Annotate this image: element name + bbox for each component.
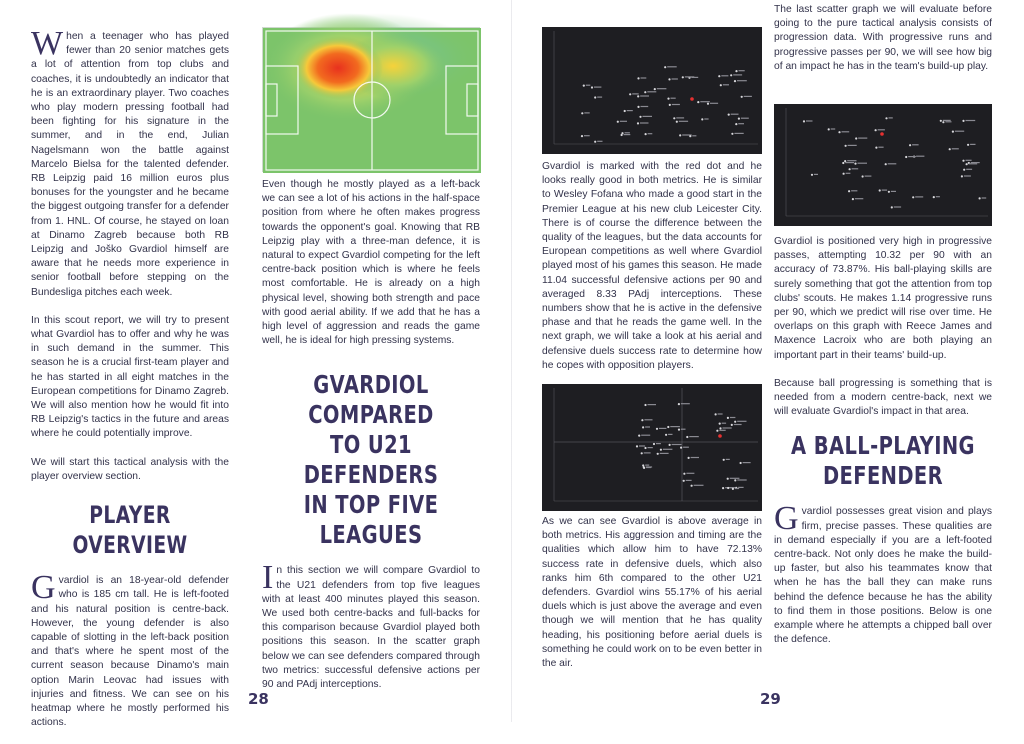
scatter-point [875, 147, 877, 149]
point-label [700, 101, 710, 102]
point-label [912, 144, 919, 145]
point-label [738, 487, 743, 488]
point-label [969, 163, 978, 164]
scatter-chart-duels [542, 384, 762, 511]
point-label [733, 74, 742, 75]
point-label [831, 128, 836, 129]
heading-line: TO U21 DEFENDERS [303, 430, 439, 490]
point-label [656, 443, 661, 444]
scatter-point [734, 479, 736, 481]
scatter-point [643, 466, 645, 468]
section-heading-comparison [267, 370, 474, 550]
scatter-point [719, 427, 721, 429]
point-label [723, 84, 729, 85]
highlighted-player-dot [718, 434, 722, 438]
point-label [668, 434, 672, 435]
scatter-point [673, 117, 675, 119]
scatter-point [966, 163, 968, 165]
scatter-point [715, 413, 717, 415]
point-label [594, 87, 601, 88]
point-label [689, 436, 699, 437]
scatter-point [803, 120, 805, 122]
scatter-point [639, 116, 641, 118]
point-label [625, 132, 630, 133]
scatter-point [642, 426, 644, 428]
point-label [686, 480, 692, 481]
scatter-point [885, 163, 887, 165]
paragraph: The last scatter graph we will evaluate before going to the pure tactical analysis consists of progression data. With progressive runs and progressive passes per 90, we will see how big of an impact he has in the team's build-up play. [774, 4, 992, 72]
point-label [737, 479, 746, 480]
scatter-point [862, 175, 864, 177]
point-label [806, 120, 813, 121]
point-label [878, 129, 885, 130]
point-label [846, 173, 851, 174]
point-label [657, 88, 667, 89]
scatter-point [811, 174, 813, 176]
point-label [643, 116, 653, 117]
scatter-point [845, 145, 847, 147]
scatter-point [680, 447, 682, 449]
point-label [670, 426, 680, 427]
point-label [982, 197, 987, 198]
heading-line: GVARDIOL COMPARED [308, 370, 434, 430]
point-label [681, 403, 690, 404]
point-label [692, 135, 696, 136]
drop-cap: I [262, 559, 274, 597]
scatter-point [854, 163, 856, 165]
point-label [845, 162, 854, 163]
point-label [672, 104, 680, 105]
scatter-point [638, 435, 640, 437]
scatter-point [636, 445, 638, 447]
scatter-chart-progression [774, 104, 992, 226]
point-label [644, 452, 651, 453]
scatter-point [637, 77, 639, 79]
point-label [741, 118, 749, 119]
scatter-point [644, 404, 646, 406]
point-label [878, 147, 883, 148]
point-label [672, 444, 682, 445]
scatter-point [962, 120, 964, 122]
scatter-chart-defensive-actions [542, 27, 762, 154]
point-label [916, 156, 924, 157]
scatter-point [678, 403, 680, 405]
scatter-point [740, 462, 742, 464]
point-label [659, 428, 666, 429]
scatter-point [888, 191, 890, 193]
chart-axes [554, 31, 758, 144]
scatter-point [637, 106, 639, 108]
point-label [676, 117, 684, 118]
paragraph: We will start this tactical analysis with the player overview section. [31, 456, 229, 482]
point-label [814, 174, 818, 175]
point-label [842, 131, 850, 132]
scatter-point [735, 123, 737, 125]
point-label [943, 120, 951, 121]
paragraph [262, 559, 480, 692]
page-number: 29 [760, 690, 781, 708]
page-number: 28 [248, 690, 269, 708]
heading-line: IN TOP FIVE LEAGUES [303, 490, 439, 550]
scatter-point [689, 135, 691, 137]
scatter-point [875, 129, 877, 131]
scatter-point [644, 91, 646, 93]
paragraph-text: n this section we will compare Gvardiol to the U21 defenders from top five leagues with at least 400 minutes played this season. We used both centre-backs and full-backs for this comparison because Gvardiol played both positions this season. In the scatter graph below we can see defenders compared through two metrics: successful defensive actions per 90 and PAdj interceptions. [262, 565, 480, 691]
point-label [915, 196, 923, 197]
scatter-point [722, 487, 724, 489]
paragraph [31, 569, 229, 730]
right-column-2 [774, 3, 992, 80]
scatter-point [732, 488, 734, 490]
point-label [851, 190, 857, 191]
scatter-point [738, 118, 740, 120]
scatter-point [949, 148, 951, 150]
section-heading-player-overview: PLAYER OVERVIEW [72, 501, 188, 560]
point-label [641, 435, 650, 436]
scatter-point [676, 121, 678, 123]
drop-cap: G [774, 500, 799, 538]
point-label [639, 445, 645, 446]
point-label [641, 77, 647, 78]
scatter-point [644, 447, 646, 449]
point-label [734, 133, 743, 134]
scatter-point [848, 190, 850, 192]
scatter-point [852, 198, 854, 200]
point-label [694, 485, 704, 486]
scatter-point [885, 117, 887, 119]
scatter-point [645, 133, 647, 135]
point-label [691, 457, 699, 458]
paragraph-text: hen a teenager who has played fewer than 20 senior matches gets a lot of attention from top clubs and coaches, it is undoubtedly an indicator that he is an extraordinary player. Two coaches who play modern pressing football had been fighting for his signature in the summer, and in the end, Julian Nagelsmann won the battle against Marcelo Bielsa for the talented defender. RB Leipzig paid 16 million euros plus bonuses for the youngster and he became the biggest outgoing transfer for a defender from 1. HNL. Of course, he stayed on loan at Dinamo Zagreb because both RB Leipzig and Joško Gvardiol himself are aware that he needs more experience in senior football before stepping on the Bundesliga pitches each week. [31, 31, 229, 298]
point-label [646, 466, 652, 467]
paragraph-text: vardiol is an 18-year-old defender who is 185 cm tall. He is left-footed and his natural position is centre-back. However, the young defender is also capable of slotting in the left-back position and that's where he spent most of the current season because Dinamo's main option Marin Leovac had issues with injuries and fitness. We can see on his heatmap where he mostly performed his actions. [31, 575, 229, 729]
point-label [966, 160, 972, 161]
point-label [730, 417, 736, 418]
paragraph: Gvardiol is positioned very high in progressive passes, attempting 10.32 per 90 with an accuracy of 73.87%. His ball-playing skills are surely something that got the attention from top clubs' scouts. He makes 1.14 progressive runs per 90, which we predict will rise over time. He overlaps on this graph with Reece James and Maxence Lacroix who are both playing an important part in their teams' build-up. [774, 236, 992, 361]
scatter-point [730, 74, 732, 76]
scatter-point [952, 131, 954, 133]
point-label [686, 473, 694, 474]
point-label [647, 91, 656, 92]
scatter-point [667, 98, 669, 100]
point-label [667, 66, 677, 67]
scatter-point [664, 66, 666, 68]
scatter-point [718, 75, 720, 77]
scatter-point [940, 120, 942, 122]
scatter-point [688, 457, 690, 459]
paragraph: Even though he mostly played as a left-back we can see a lot of his actions in the half-space position from where he often makes progress towards the opponent's goal. Knowing that RB Leipzig play with a three-man defence, it is natural to expect Gvardiol competing for the left centre-back position which is where he feels most comfortable. He is already on a high physical level, showing both strength and pace with good aerial ability. If we add that he has a high level of aggression and reads the game well, he is ideal for high pressing systems. [262, 179, 480, 347]
heading-line: DEFENDER [822, 461, 944, 491]
scatter-point [963, 169, 965, 171]
highlighted-player-dot [690, 97, 694, 101]
right-column-1-lower [542, 515, 762, 685]
left-column-2 [262, 178, 480, 706]
scatter-point [617, 121, 619, 123]
point-label [723, 427, 732, 428]
point-label [640, 122, 649, 123]
point-label [848, 145, 857, 146]
scatter-plot-graphic [542, 384, 762, 511]
point-label [648, 447, 653, 448]
scatter-point [624, 110, 626, 112]
point-label [743, 462, 751, 463]
scatter-point [686, 436, 688, 438]
scatter-point [891, 206, 893, 208]
point-label [964, 175, 971, 176]
scatter-point [697, 101, 699, 103]
point-label [731, 114, 739, 115]
point-label [908, 156, 916, 157]
point-label [737, 421, 746, 422]
scatter-point [844, 160, 846, 162]
scatter-point [879, 189, 881, 191]
left-column-1 [31, 25, 229, 744]
point-label [891, 191, 896, 192]
scatter-point [855, 137, 857, 139]
point-label [730, 478, 740, 479]
scatter-point [669, 104, 671, 106]
point-label [645, 465, 649, 466]
scatter-point [668, 78, 670, 80]
scatter-point [637, 95, 639, 97]
point-label [648, 404, 657, 405]
point-label [641, 106, 649, 107]
point-label [966, 120, 976, 121]
point-label [739, 70, 745, 71]
point-label [710, 103, 718, 104]
point-label [726, 459, 730, 460]
scatter-point [905, 156, 907, 158]
scatter-point [727, 487, 729, 489]
scatter-point [942, 121, 944, 123]
point-label [584, 112, 589, 113]
scatter-point [581, 112, 583, 114]
point-label [722, 423, 726, 424]
point-label [719, 430, 725, 431]
scatter-point [962, 160, 964, 162]
scatter-point [665, 434, 667, 436]
scatter-point [979, 197, 981, 199]
scatter-point [660, 449, 662, 451]
point-label [645, 426, 650, 427]
scatter-point [716, 430, 718, 432]
scatter-point [637, 122, 639, 124]
scatter-point [734, 80, 736, 82]
point-label [971, 162, 980, 163]
paragraph: As we can see Gvardiol is above average in both metrics. His aggression and timing are the qualities which allow him to have 72.13% success rate in defensive duels, which also ranks him 6th compared to the other U21 defenders. Gvardiol wins 55.17% of his aerial duels which is just above the average and even though we will mention that he has quality heading, his positioning before aerial duels is something he could work on to be even better in the air. [542, 516, 762, 670]
scatter-point [641, 419, 643, 421]
point-label [744, 96, 752, 97]
right-column-1 [542, 160, 762, 387]
heatmap-image [262, 27, 480, 172]
scatter-point [667, 426, 669, 428]
scatter-point [933, 196, 935, 198]
scatter-point [849, 168, 851, 170]
paragraph: Gvardiol is marked with the red dot and he looks really good in both metrics. He is similar to Wesley Fofana who made a good start in the Premier League at his new club Leicester City. There is of course the difference between the quality of the leagues, but the data accounts for European competitions as well where Gvardiol played most of his games this season. He made 11.04 successful defensive actions per 90 and averaged 8.33 PAdj interceptions. These numbers show that he is active in the defensive phase and that he reads the game well. In the next graph, we will take a look at his aerial and defensive duels success rate to determine how he copes with opposition players. [542, 161, 762, 371]
scatter-point [683, 480, 685, 482]
highlighted-player-dot [880, 132, 884, 136]
scatter-point [594, 96, 596, 98]
scatter-point [591, 86, 593, 88]
scatter-point [594, 141, 596, 143]
scatter-point [734, 421, 736, 423]
point-label [679, 121, 688, 122]
point-label [704, 118, 708, 119]
scatter-point [741, 96, 743, 98]
point-label [894, 206, 901, 207]
scatter-plot-graphic [774, 104, 992, 226]
point-label [852, 168, 859, 169]
point-label [888, 163, 897, 164]
scatter-point [961, 175, 963, 177]
point-label [855, 198, 863, 199]
point-label [597, 97, 602, 98]
point-label [671, 98, 676, 99]
scatter-point [731, 424, 733, 426]
point-label [685, 76, 695, 77]
drop-cap: W [31, 25, 64, 62]
paragraph [31, 25, 229, 300]
point-label [627, 110, 633, 111]
left-page [0, 0, 512, 729]
paragraph: Because ball progressing is something that is needed from a modern centre-back, next we will evaluate Gvardiol's impact in that area. [774, 377, 992, 418]
scatter-point [583, 85, 585, 87]
scatter-point [669, 444, 671, 446]
point-label [597, 141, 602, 142]
scatter-point [629, 93, 631, 95]
point-label [681, 429, 686, 430]
scatter-point [581, 135, 583, 137]
scatter-point [701, 118, 703, 120]
point-label [858, 163, 868, 164]
point-label [660, 453, 669, 454]
point-label [734, 424, 742, 425]
chart-axes [786, 108, 988, 216]
scatter-point [838, 131, 840, 133]
scatter-point [656, 428, 658, 430]
scatter-point [912, 196, 914, 198]
scatter-point [691, 485, 693, 487]
scatter-point [642, 464, 644, 466]
point-label [970, 144, 975, 145]
scatter-point [735, 70, 737, 72]
point-label [966, 169, 972, 170]
point-label [945, 121, 951, 122]
heatmap-pitch-graphic [263, 28, 481, 173]
point-label [735, 488, 739, 489]
point-label [865, 176, 872, 177]
point-label [721, 75, 728, 76]
scatter-point [828, 128, 830, 130]
scatter-point [731, 133, 733, 135]
point-label [584, 135, 590, 136]
point-label [936, 196, 940, 197]
scatter-point [641, 452, 643, 454]
scatter-point [727, 417, 729, 419]
scatter-point [682, 76, 684, 78]
scatter-point [728, 114, 730, 116]
scatter-point [678, 429, 680, 431]
point-label [672, 78, 678, 79]
scatter-plot-graphic [542, 27, 762, 154]
scatter-point [720, 84, 722, 86]
scatter-point [723, 459, 725, 461]
point-label [640, 95, 649, 96]
point-label [624, 134, 631, 135]
scatter-point [653, 443, 655, 445]
section-heading-ball-playing [779, 431, 986, 491]
scatter-point [621, 132, 623, 134]
point-label [632, 93, 639, 94]
drop-cap: G [31, 569, 56, 607]
point-label [738, 123, 744, 124]
scatter-point [654, 88, 656, 90]
point-label [644, 419, 652, 420]
scatter-point [719, 423, 721, 425]
point-label [648, 133, 653, 134]
point-label [620, 121, 627, 122]
scatter-point [727, 478, 729, 480]
scatter-point [657, 453, 659, 455]
point-label [858, 138, 867, 139]
point-label [586, 85, 591, 86]
heading-line: A BALL-PLAYING [791, 431, 975, 461]
point-label [718, 413, 723, 414]
point-label [737, 80, 747, 81]
scatter-point [909, 144, 911, 146]
point-label [952, 148, 959, 149]
right-column-2-lower [774, 235, 992, 661]
point-label [663, 449, 673, 450]
paragraph: In this scout report, we will try to present what Gvardiol has to offer and why he was in such demand in the summer. This season he is a crucial first-team player and he has started in all eight matches in the European competitions for Dinamo Zagreb. We will also mention how he would fit into RB Leipzig's tactics in the future and areas where he could potentially improve. [31, 314, 229, 440]
point-label [889, 117, 893, 118]
scatter-point [707, 103, 709, 105]
scatter-point [967, 144, 969, 146]
paragraph [774, 500, 992, 647]
point-label [683, 447, 689, 448]
point-label [847, 160, 856, 161]
right-page [512, 0, 1024, 722]
scatter-point [843, 173, 845, 175]
point-label [882, 190, 887, 191]
scatter-point [683, 473, 685, 475]
paragraph-text: vardiol possesses great vision and plays firm, precise passes. These qualities are in demand especially if you are a left-footed centre-back. Not only does he make the build-up faster, but also his teammates know that when he has the ball they can make runs behind the defence because he has the ability to find them in those positions. Below is one example where he attempts a chipped ball over the defence. [774, 506, 992, 646]
point-label [955, 131, 964, 132]
scatter-point [842, 162, 844, 164]
scatter-point [679, 134, 681, 136]
